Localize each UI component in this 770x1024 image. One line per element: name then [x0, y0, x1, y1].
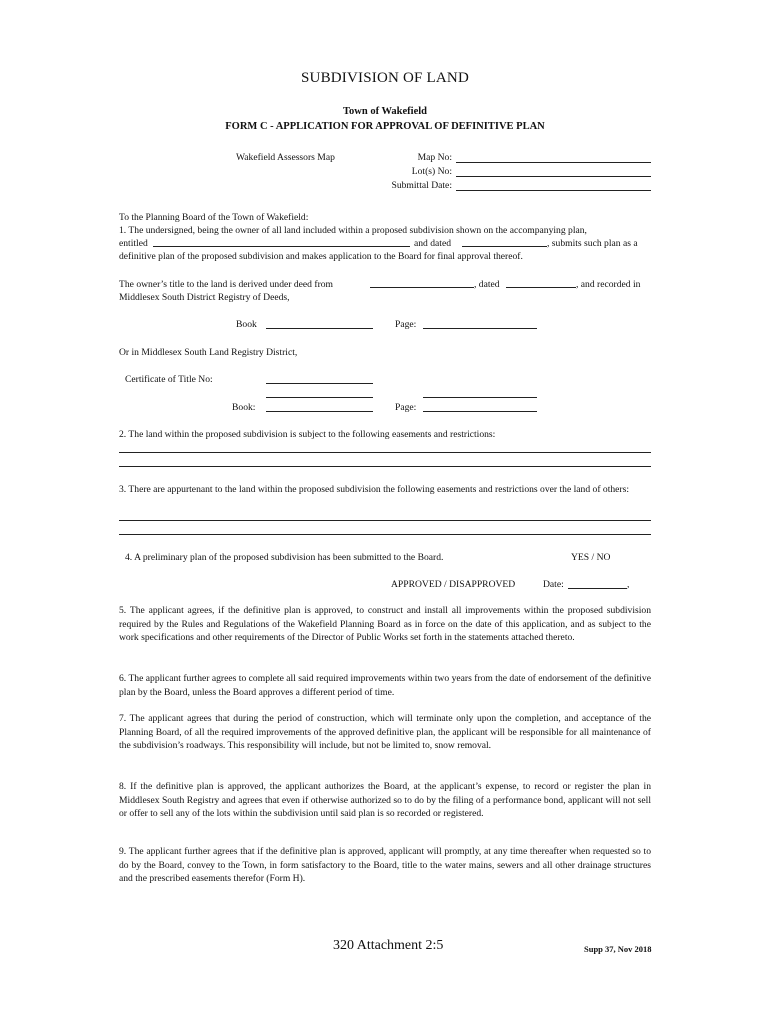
deed-book-label: Book: [236, 319, 257, 330]
page-title: SUBDIVISION OF LAND: [301, 70, 469, 86]
approval-date-label: Date:: [543, 579, 564, 590]
land-registry-text: Or in Middlesex South Land Registry District,: [119, 347, 298, 358]
deed-dated-label: , dated: [474, 279, 500, 290]
yes-no-option[interactable]: YES / NO: [571, 552, 611, 563]
to-planning-board: To the Planning Board of the Town of Wakefield:: [119, 212, 309, 223]
map-no-label: Map No:: [417, 152, 452, 163]
deed-derived-text: The owner’s title to the land is derived under deed from: [119, 279, 334, 290]
registry-page-field[interactable]: [423, 411, 537, 412]
approval-date-field[interactable]: [568, 588, 627, 589]
supplement-label: Supp 37, Nov 2018: [584, 944, 652, 954]
registry-book-label: Book:: [232, 402, 256, 413]
approved-disapproved-option[interactable]: APPROVED / DISAPPROVED: [391, 579, 516, 590]
easements-line-1[interactable]: [119, 452, 651, 453]
assessors-map-label: Wakefield Assessors Map: [236, 152, 335, 163]
section6-text: 6. The applicant further agrees to complete all said required improvements within two years from the date of endorsement of the definitive plan by the Board, unless the Board approves a different period of time.: [119, 673, 651, 698]
deed-date-field[interactable]: [506, 287, 576, 288]
map-no-field[interactable]: [456, 162, 651, 163]
section2-text: 2. The land within the proposed subdivision is subject to the following easements and restrictions:: [119, 429, 496, 440]
town-name: Town of Wakefield: [342, 106, 428, 117]
approval-date-end: ,: [627, 579, 630, 590]
easements-line-2[interactable]: [119, 466, 651, 467]
submits-text: , submits such plan as a: [547, 238, 638, 249]
recorded-in-label: , and recorded in: [576, 279, 641, 290]
certificate-field[interactable]: [266, 383, 373, 384]
registry-of-deeds: Middlesex South District Registry of Deeds,: [119, 292, 290, 303]
plan-title-field[interactable]: [153, 246, 410, 247]
deed-page-field[interactable]: [423, 328, 537, 329]
registry-book-field[interactable]: [266, 411, 373, 412]
submittal-date-field[interactable]: [456, 190, 651, 191]
section1-line1: 1. The undersigned, being the owner of all land included within a proposed subdivision shown on the accompanying plan,: [119, 225, 587, 236]
section1-line3: definitive plan of the proposed subdivision and makes application to the Board for final approval thereof.: [119, 251, 523, 262]
plan-date-field[interactable]: [462, 246, 547, 247]
section3-text: 3. There are appurtenant to the land within the proposed subdivision the following easements and restrictions over the land of others:: [119, 484, 630, 495]
entitled-label: entitled: [119, 238, 148, 249]
and-dated-label: and dated: [414, 238, 452, 249]
form-title: FORM C - APPLICATION FOR APPROVAL OF DEFINITIVE PLAN: [225, 121, 545, 132]
deed-page-label: Page:: [395, 319, 417, 330]
registry-extra-field[interactable]: [423, 397, 537, 398]
submittal-date-label: Submittal Date:: [391, 180, 452, 191]
appurtenant-line-2[interactable]: [119, 534, 651, 535]
section9-text: 9. The applicant further agrees that if the definitive plan is approved, applicant will promptly, at any time thereafter when requested so to do by the Board, convey to the Town, in form satisfactory to the Board, title to the water mains, sewers and all other drainage structures and the prescribed easements therefor (Form H).: [119, 846, 651, 885]
appurtenant-line-1[interactable]: [119, 520, 651, 521]
deed-from-field[interactable]: [370, 287, 474, 288]
registry-page-label: Page:: [395, 402, 417, 413]
lots-label: Lot(s) No:: [411, 166, 452, 177]
section7-text: 7. The applicant agrees that during the period of construction, which will terminate only upon the completion, and acceptance of the Planning Board, of all the required improvements of the approved definitive plan, the applicant will be responsible for all maintenance of the subdivision’s roadways. This responsibility will include, but not be limited to, snow removal.: [119, 713, 651, 752]
certificate-field-2[interactable]: [266, 397, 373, 398]
section5-text: 5. The applicant agrees, if the definitive plan is approved, to construct and install all improvements within the proposed subdivision required by the Rules and Regulations of the Wakefield Planning Board as in force on the date of this application, and as subject to the work specifications and other requirements of the Director of Public Works set forth in the statements attached thereto.: [119, 605, 651, 644]
certificate-label: Certificate of Title No:: [125, 374, 213, 385]
lots-field[interactable]: [456, 176, 651, 177]
section4-text: 4. A preliminary plan of the proposed subdivision has been submitted to the Board.: [125, 552, 444, 563]
section8-text: 8. If the definitive plan is approved, the applicant authorizes the Board, at the applicant’s expense, to record or register the plan in Middlesex South Registry and agrees that even if otherwise authorized so to do by the filing of a performance bond, applicant will not sell or offer to sell any of the lots within the subdivision until said plan is so recorded or registered.: [119, 781, 651, 820]
deed-book-field[interactable]: [266, 328, 373, 329]
attachment-label: 320 Attachment 2:5: [333, 938, 444, 953]
